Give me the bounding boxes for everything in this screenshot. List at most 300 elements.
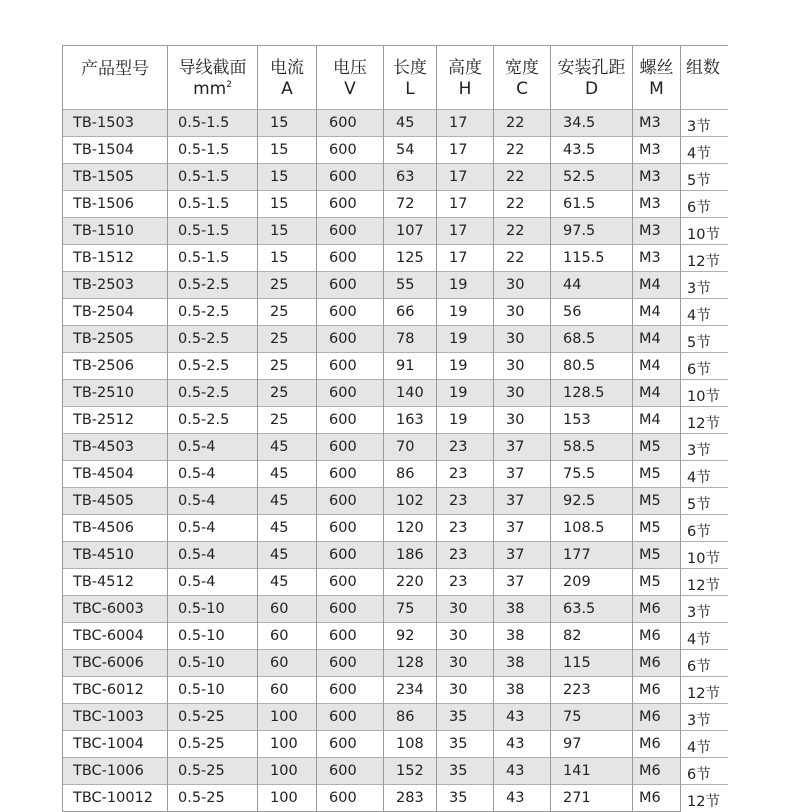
cell-wire-section: 0.5-2.5 bbox=[168, 380, 258, 407]
cell-width: 43 bbox=[494, 785, 551, 812]
cell-hole-distance: 153 bbox=[551, 407, 633, 434]
table-row bbox=[63, 380, 728, 407]
cell-model: TB-2505 bbox=[63, 326, 168, 353]
cell-length: 92 bbox=[384, 623, 437, 650]
cell-hole-distance: 223 bbox=[551, 677, 633, 704]
cell-length: 120 bbox=[384, 515, 437, 542]
cell-current: 15 bbox=[258, 245, 317, 272]
cell-length: 283 bbox=[384, 785, 437, 812]
cell-hole-distance: 68.5 bbox=[551, 326, 633, 353]
cell-voltage: 600 bbox=[317, 272, 384, 299]
cell-length: 63 bbox=[384, 164, 437, 191]
cell-height: 17 bbox=[437, 218, 494, 245]
table-row bbox=[63, 191, 728, 218]
cell-current: 15 bbox=[258, 110, 317, 137]
cell-height: 19 bbox=[437, 380, 494, 407]
cell-voltage: 600 bbox=[317, 245, 384, 272]
cell-hole-distance: 34.5 bbox=[551, 110, 633, 137]
cell-model: TB-1503 bbox=[63, 110, 168, 137]
cell-model: TB-1512 bbox=[63, 245, 168, 272]
cell-height: 35 bbox=[437, 731, 494, 758]
cell-screw: M3 bbox=[633, 218, 681, 245]
cell-voltage: 600 bbox=[317, 353, 384, 380]
cell-screw: M6 bbox=[633, 623, 681, 650]
cell-voltage: 600 bbox=[317, 434, 384, 461]
cell-voltage: 600 bbox=[317, 596, 384, 623]
cell-screw: M4 bbox=[633, 272, 681, 299]
header-row bbox=[63, 46, 728, 110]
cell-length: 125 bbox=[384, 245, 437, 272]
cell-length: 102 bbox=[384, 488, 437, 515]
header-wire-section bbox=[168, 46, 258, 110]
header-current bbox=[258, 46, 317, 110]
table-row bbox=[63, 650, 728, 677]
header-screw-label: 螺丝 bbox=[639, 58, 674, 78]
header-current-unit: A bbox=[281, 79, 293, 99]
cell-height: 35 bbox=[437, 785, 494, 812]
cell-screw: M3 bbox=[633, 164, 681, 191]
cell-groups: 12节 bbox=[681, 569, 728, 596]
cell-model: TB-4506 bbox=[63, 515, 168, 542]
cell-width: 37 bbox=[494, 488, 551, 515]
cell-wire-section: 0.5-4 bbox=[168, 488, 258, 515]
cell-length: 45 bbox=[384, 110, 437, 137]
cell-voltage: 600 bbox=[317, 758, 384, 785]
cell-wire-section: 0.5-4 bbox=[168, 461, 258, 488]
cell-screw: M4 bbox=[633, 326, 681, 353]
header-height bbox=[437, 46, 494, 110]
cell-voltage: 600 bbox=[317, 137, 384, 164]
cell-model: TBC-6012 bbox=[63, 677, 168, 704]
cell-groups: 3节 bbox=[681, 704, 728, 731]
cell-wire-section: 0.5-1.5 bbox=[168, 191, 258, 218]
cell-current: 60 bbox=[258, 623, 317, 650]
cell-hole-distance: 58.5 bbox=[551, 434, 633, 461]
cell-screw: M5 bbox=[633, 542, 681, 569]
cell-height: 19 bbox=[437, 326, 494, 353]
cell-current: 100 bbox=[258, 731, 317, 758]
cell-current: 45 bbox=[258, 488, 317, 515]
table-row bbox=[63, 569, 728, 596]
cell-current: 15 bbox=[258, 218, 317, 245]
cell-model: TB-1510 bbox=[63, 218, 168, 245]
cell-model: TBC-6004 bbox=[63, 623, 168, 650]
cell-voltage: 600 bbox=[317, 407, 384, 434]
header-screw bbox=[633, 46, 681, 110]
cell-height: 17 bbox=[437, 245, 494, 272]
header-wire-section-label: 导线截面 bbox=[178, 58, 247, 78]
cell-screw: M5 bbox=[633, 569, 681, 596]
header-voltage-label: 电压 bbox=[333, 58, 367, 78]
cell-height: 17 bbox=[437, 110, 494, 137]
table-row bbox=[63, 461, 728, 488]
table-row bbox=[63, 488, 728, 515]
cell-hole-distance: 56 bbox=[551, 299, 633, 326]
cell-screw: M3 bbox=[633, 191, 681, 218]
table-row bbox=[63, 110, 728, 137]
cell-wire-section: 0.5-4 bbox=[168, 569, 258, 596]
cell-height: 35 bbox=[437, 704, 494, 731]
cell-hole-distance: 75.5 bbox=[551, 461, 633, 488]
cell-hole-distance: 43.5 bbox=[551, 137, 633, 164]
cell-current: 60 bbox=[258, 677, 317, 704]
cell-width: 37 bbox=[494, 542, 551, 569]
header-length bbox=[384, 46, 437, 110]
cell-current: 25 bbox=[258, 272, 317, 299]
cell-length: 91 bbox=[384, 353, 437, 380]
cell-voltage: 600 bbox=[317, 785, 384, 812]
header-screw-unit: M bbox=[649, 79, 664, 99]
cell-model: TB-2510 bbox=[63, 380, 168, 407]
cell-length: 186 bbox=[384, 542, 437, 569]
cell-width: 30 bbox=[494, 353, 551, 380]
cell-height: 30 bbox=[437, 650, 494, 677]
cell-groups: 10节 bbox=[681, 380, 728, 407]
cell-wire-section: 0.5-2.5 bbox=[168, 299, 258, 326]
cell-current: 45 bbox=[258, 434, 317, 461]
cell-hole-distance: 271 bbox=[551, 785, 633, 812]
cell-wire-section: 0.5-2.5 bbox=[168, 353, 258, 380]
table-row bbox=[63, 353, 728, 380]
cell-screw: M5 bbox=[633, 461, 681, 488]
cell-height: 19 bbox=[437, 353, 494, 380]
cell-screw: M6 bbox=[633, 731, 681, 758]
cell-groups: 3节 bbox=[681, 272, 728, 299]
cell-screw: M6 bbox=[633, 704, 681, 731]
cell-width: 38 bbox=[494, 623, 551, 650]
cell-voltage: 600 bbox=[317, 110, 384, 137]
header-model-label: 产品型号 bbox=[81, 59, 149, 79]
table-row bbox=[63, 434, 728, 461]
cell-wire-section: 0.5-1.5 bbox=[168, 110, 258, 137]
cell-groups: 5节 bbox=[681, 164, 728, 191]
cell-screw: M6 bbox=[633, 785, 681, 812]
cell-model: TBC-10012 bbox=[63, 785, 168, 812]
header-width bbox=[494, 46, 551, 110]
cell-groups: 6节 bbox=[681, 758, 728, 785]
cell-width: 37 bbox=[494, 461, 551, 488]
cell-screw: M3 bbox=[633, 245, 681, 272]
cell-hole-distance: 177 bbox=[551, 542, 633, 569]
cell-voltage: 600 bbox=[317, 569, 384, 596]
cell-wire-section: 0.5-2.5 bbox=[168, 407, 258, 434]
cell-groups: 12节 bbox=[681, 407, 728, 434]
cell-current: 25 bbox=[258, 407, 317, 434]
header-hole-distance bbox=[551, 46, 633, 110]
cell-width: 30 bbox=[494, 407, 551, 434]
cell-voltage: 600 bbox=[317, 677, 384, 704]
cell-voltage: 600 bbox=[317, 299, 384, 326]
cell-hole-distance: 92.5 bbox=[551, 488, 633, 515]
cell-current: 45 bbox=[258, 542, 317, 569]
cell-length: 220 bbox=[384, 569, 437, 596]
cell-hole-distance: 209 bbox=[551, 569, 633, 596]
cell-voltage: 600 bbox=[317, 542, 384, 569]
cell-voltage: 600 bbox=[317, 461, 384, 488]
cell-screw: M4 bbox=[633, 299, 681, 326]
cell-voltage: 600 bbox=[317, 704, 384, 731]
cell-groups: 5节 bbox=[681, 488, 728, 515]
table-row bbox=[63, 515, 728, 542]
cell-wire-section: 0.5-10 bbox=[168, 677, 258, 704]
table-header bbox=[63, 46, 728, 110]
cell-height: 30 bbox=[437, 623, 494, 650]
header-current-label: 电流 bbox=[270, 58, 304, 78]
cell-model: TBC-1004 bbox=[63, 731, 168, 758]
cell-width: 43 bbox=[494, 758, 551, 785]
cell-width: 22 bbox=[494, 137, 551, 164]
cell-wire-section: 0.5-4 bbox=[168, 542, 258, 569]
header-height-label: 高度 bbox=[448, 58, 482, 78]
cell-length: 234 bbox=[384, 677, 437, 704]
header-wire-section-unit: $mm^2$ bbox=[193, 79, 232, 99]
cell-voltage: 600 bbox=[317, 731, 384, 758]
cell-length: 72 bbox=[384, 191, 437, 218]
cell-current: 45 bbox=[258, 569, 317, 596]
cell-wire-section: 0.5-1.5 bbox=[168, 137, 258, 164]
cell-length: 78 bbox=[384, 326, 437, 353]
cell-hole-distance: 115.5 bbox=[551, 245, 633, 272]
cell-screw: M5 bbox=[633, 434, 681, 461]
cell-model: TB-4505 bbox=[63, 488, 168, 515]
table-row bbox=[63, 299, 728, 326]
table-row bbox=[63, 326, 728, 353]
cell-hole-distance: 82 bbox=[551, 623, 633, 650]
cell-screw: M4 bbox=[633, 407, 681, 434]
cell-height: 23 bbox=[437, 434, 494, 461]
header-groups-label: 组数 bbox=[686, 58, 720, 78]
cell-height: 23 bbox=[437, 569, 494, 596]
cell-width: 38 bbox=[494, 596, 551, 623]
cell-wire-section: 0.5-10 bbox=[168, 623, 258, 650]
header-voltage bbox=[317, 46, 384, 110]
cell-groups: 6节 bbox=[681, 515, 728, 542]
cell-screw: M3 bbox=[633, 137, 681, 164]
cell-hole-distance: 61.5 bbox=[551, 191, 633, 218]
cell-groups: 12节 bbox=[681, 677, 728, 704]
cell-height: 23 bbox=[437, 542, 494, 569]
cell-groups: 5节 bbox=[681, 326, 728, 353]
header-height-unit: H bbox=[458, 79, 472, 99]
cell-width: 37 bbox=[494, 515, 551, 542]
cell-voltage: 600 bbox=[317, 218, 384, 245]
cell-length: 128 bbox=[384, 650, 437, 677]
cell-wire-section: 0.5-4 bbox=[168, 515, 258, 542]
cell-model: TB-4503 bbox=[63, 434, 168, 461]
cell-length: 163 bbox=[384, 407, 437, 434]
cell-groups: 4节 bbox=[681, 623, 728, 650]
cell-hole-distance: 63.5 bbox=[551, 596, 633, 623]
cell-wire-section: 0.5-25 bbox=[168, 758, 258, 785]
cell-current: 45 bbox=[258, 515, 317, 542]
cell-screw: M5 bbox=[633, 488, 681, 515]
cell-screw: M5 bbox=[633, 515, 681, 542]
cell-current: 15 bbox=[258, 137, 317, 164]
cell-height: 19 bbox=[437, 299, 494, 326]
cell-hole-distance: 97.5 bbox=[551, 218, 633, 245]
cell-groups: 6节 bbox=[681, 191, 728, 218]
cell-current: 100 bbox=[258, 704, 317, 731]
cell-hole-distance: 97 bbox=[551, 731, 633, 758]
cell-height: 23 bbox=[437, 515, 494, 542]
cell-groups: 6节 bbox=[681, 353, 728, 380]
cell-model: TB-4504 bbox=[63, 461, 168, 488]
cell-voltage: 600 bbox=[317, 191, 384, 218]
cell-width: 43 bbox=[494, 731, 551, 758]
cell-length: 86 bbox=[384, 461, 437, 488]
cell-height: 19 bbox=[437, 272, 494, 299]
header-length-label: 长度 bbox=[393, 58, 427, 78]
cell-groups: 4节 bbox=[681, 299, 728, 326]
cell-screw: M6 bbox=[633, 650, 681, 677]
cell-current: 60 bbox=[258, 596, 317, 623]
cell-voltage: 600 bbox=[317, 488, 384, 515]
cell-hole-distance: 115 bbox=[551, 650, 633, 677]
header-width-unit: C bbox=[516, 79, 528, 99]
cell-hole-distance: 141 bbox=[551, 758, 633, 785]
header-hole-distance-label: 安装孔距 bbox=[557, 58, 626, 78]
cell-wire-section: 0.5-2.5 bbox=[168, 272, 258, 299]
cell-model: TB-2506 bbox=[63, 353, 168, 380]
cell-width: 22 bbox=[494, 245, 551, 272]
cell-groups: 10节 bbox=[681, 218, 728, 245]
cell-voltage: 600 bbox=[317, 515, 384, 542]
cell-height: 17 bbox=[437, 137, 494, 164]
cell-width: 37 bbox=[494, 434, 551, 461]
cell-screw: M6 bbox=[633, 596, 681, 623]
cell-width: 38 bbox=[494, 650, 551, 677]
cell-voltage: 600 bbox=[317, 326, 384, 353]
cell-current: 25 bbox=[258, 299, 317, 326]
table-row bbox=[63, 137, 728, 164]
cell-wire-section: 0.5-4 bbox=[168, 434, 258, 461]
cell-screw: M3 bbox=[633, 110, 681, 137]
cell-voltage: 600 bbox=[317, 623, 384, 650]
cell-height: 35 bbox=[437, 758, 494, 785]
cell-groups: 10节 bbox=[681, 542, 728, 569]
table-row bbox=[63, 704, 728, 731]
cell-current: 45 bbox=[258, 461, 317, 488]
cell-wire-section: 0.5-25 bbox=[168, 704, 258, 731]
header-voltage-unit: V bbox=[344, 79, 356, 99]
header-length-unit: L bbox=[405, 79, 415, 99]
cell-width: 22 bbox=[494, 218, 551, 245]
cell-length: 107 bbox=[384, 218, 437, 245]
cell-groups: 3节 bbox=[681, 434, 728, 461]
cell-wire-section: 0.5-1.5 bbox=[168, 218, 258, 245]
cell-groups: 12节 bbox=[681, 785, 728, 812]
cell-groups: 4节 bbox=[681, 731, 728, 758]
cell-length: 86 bbox=[384, 704, 437, 731]
cell-width: 22 bbox=[494, 164, 551, 191]
cell-wire-section: 0.5-10 bbox=[168, 650, 258, 677]
cell-model: TB-1505 bbox=[63, 164, 168, 191]
cell-length: 54 bbox=[384, 137, 437, 164]
cell-width: 22 bbox=[494, 110, 551, 137]
cell-model: TB-1506 bbox=[63, 191, 168, 218]
cell-wire-section: 0.5-25 bbox=[168, 731, 258, 758]
cell-height: 23 bbox=[437, 488, 494, 515]
cell-wire-section: 0.5-1.5 bbox=[168, 245, 258, 272]
cell-length: 55 bbox=[384, 272, 437, 299]
cell-wire-section: 0.5-25 bbox=[168, 785, 258, 812]
cell-height: 17 bbox=[437, 164, 494, 191]
cell-model: TB-2503 bbox=[63, 272, 168, 299]
cell-groups: 3节 bbox=[681, 596, 728, 623]
table-row bbox=[63, 218, 728, 245]
cell-screw: M6 bbox=[633, 758, 681, 785]
table-row bbox=[63, 731, 728, 758]
cell-wire-section: 0.5-2.5 bbox=[168, 326, 258, 353]
table-row bbox=[63, 272, 728, 299]
cell-screw: M6 bbox=[633, 677, 681, 704]
cell-hole-distance: 108.5 bbox=[551, 515, 633, 542]
cell-current: 25 bbox=[258, 380, 317, 407]
cell-groups: 4节 bbox=[681, 461, 728, 488]
cell-screw: M4 bbox=[633, 380, 681, 407]
cell-model: TB-2504 bbox=[63, 299, 168, 326]
cell-voltage: 600 bbox=[317, 650, 384, 677]
cell-width: 30 bbox=[494, 326, 551, 353]
cell-voltage: 600 bbox=[317, 380, 384, 407]
cell-length: 108 bbox=[384, 731, 437, 758]
cell-wire-section: 0.5-1.5 bbox=[168, 164, 258, 191]
cell-model: TB-2512 bbox=[63, 407, 168, 434]
table-row bbox=[63, 758, 728, 785]
cell-length: 70 bbox=[384, 434, 437, 461]
cell-hole-distance: 75 bbox=[551, 704, 633, 731]
table-row bbox=[63, 245, 728, 272]
cell-screw: M4 bbox=[633, 353, 681, 380]
table-row bbox=[63, 785, 728, 812]
cell-current: 100 bbox=[258, 785, 317, 812]
cell-length: 152 bbox=[384, 758, 437, 785]
header-groups bbox=[681, 46, 728, 110]
cell-current: 15 bbox=[258, 191, 317, 218]
table-body bbox=[63, 110, 728, 812]
cell-voltage: 600 bbox=[317, 164, 384, 191]
cell-hole-distance: 80.5 bbox=[551, 353, 633, 380]
table-row bbox=[63, 542, 728, 569]
cell-width: 30 bbox=[494, 272, 551, 299]
cell-hole-distance: 44 bbox=[551, 272, 633, 299]
cell-hole-distance: 128.5 bbox=[551, 380, 633, 407]
cell-height: 23 bbox=[437, 461, 494, 488]
cell-length: 75 bbox=[384, 596, 437, 623]
table-row bbox=[63, 164, 728, 191]
cell-groups: 4节 bbox=[681, 137, 728, 164]
header-width-label: 宽度 bbox=[505, 58, 539, 78]
cell-current: 15 bbox=[258, 164, 317, 191]
cell-current: 60 bbox=[258, 650, 317, 677]
header-model bbox=[63, 46, 168, 110]
cell-model: TB-4510 bbox=[63, 542, 168, 569]
cell-groups: 3节 bbox=[681, 110, 728, 137]
cell-current: 25 bbox=[258, 326, 317, 353]
cell-model: TBC-6003 bbox=[63, 596, 168, 623]
cell-model: TBC-6006 bbox=[63, 650, 168, 677]
cell-model: TB-1504 bbox=[63, 137, 168, 164]
table-row bbox=[63, 623, 728, 650]
cell-width: 38 bbox=[494, 677, 551, 704]
header-hole-distance-unit: D bbox=[584, 79, 599, 99]
cell-hole-distance: 52.5 bbox=[551, 164, 633, 191]
cell-width: 43 bbox=[494, 704, 551, 731]
cell-height: 30 bbox=[437, 677, 494, 704]
cell-width: 30 bbox=[494, 380, 551, 407]
cell-groups: 12节 bbox=[681, 245, 728, 272]
cell-width: 37 bbox=[494, 569, 551, 596]
